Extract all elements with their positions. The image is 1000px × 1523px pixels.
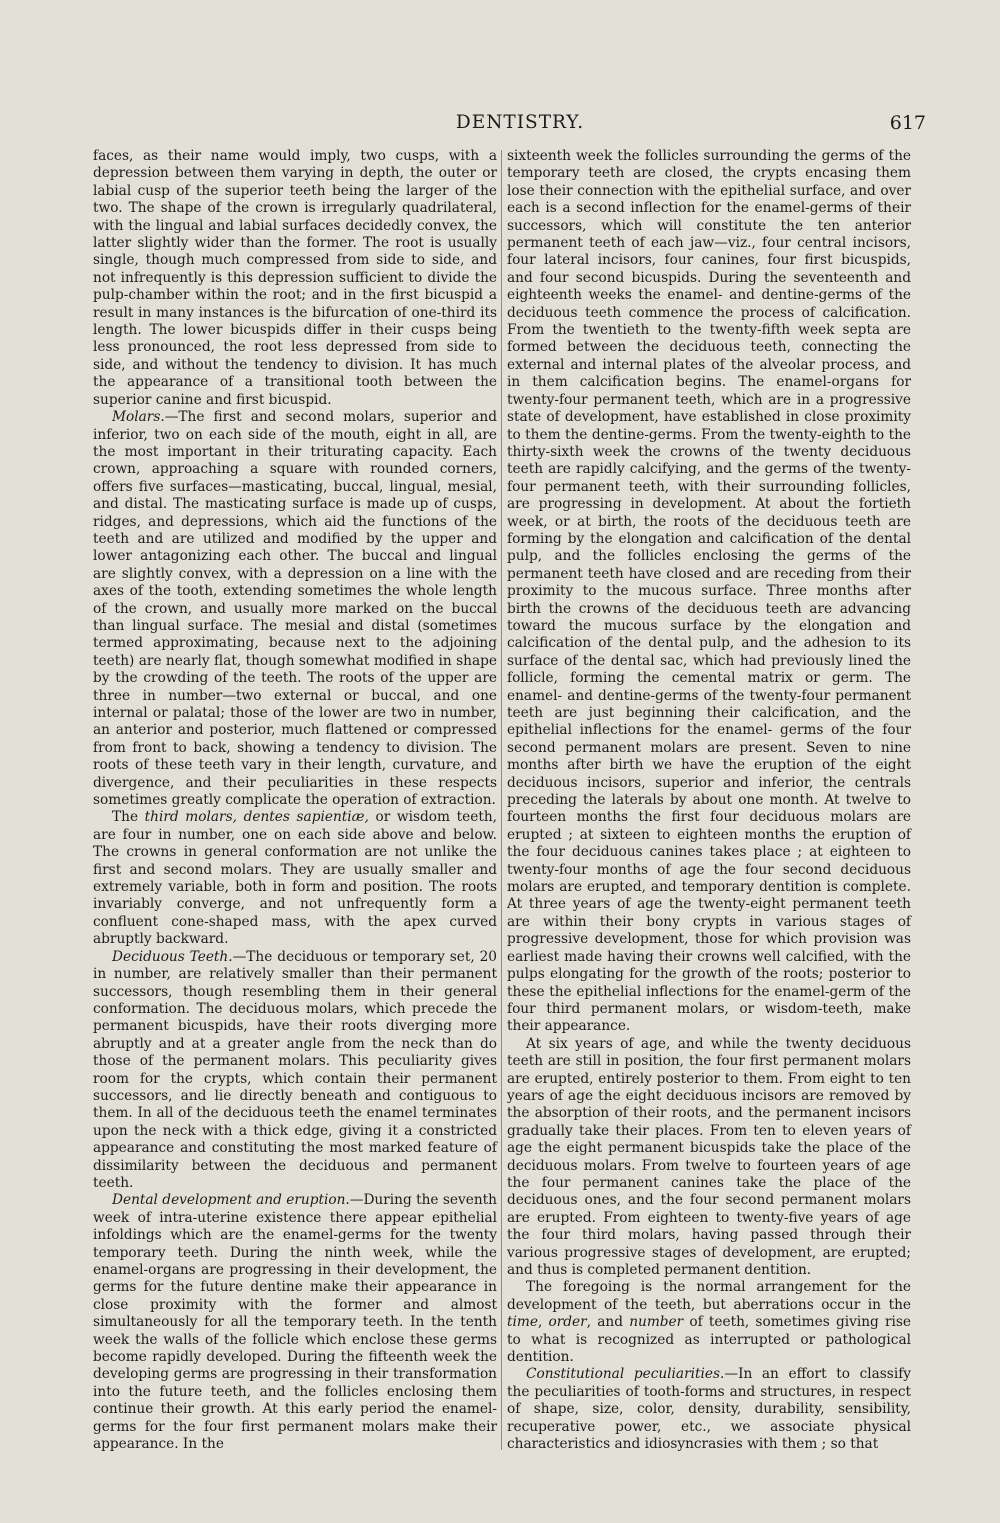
paragraph-bicuspids-continued xyxy=(93,148,497,409)
section-heading-molars: Molars. xyxy=(112,409,165,426)
italic-term-time: time xyxy=(507,1314,538,1331)
paragraph-aberrations xyxy=(507,1279,911,1366)
paragraph-text: —The deciduous or temporary set, 20 in number, are relatively smaller than their permanent successors, though resembling them in their general conformation. The deciduous molars, which precede the permanent bicuspids, have their roots diverging more abruptly and at a greater angle from the neck than do those of the permanent molars. This peculiarity gives room for the crypts, which contain their permanent successors, and lie directly beneath and contiguous to them. In all of the deciduous teeth the enamel terminates upon the neck with a thick edge, giving it a constricted appearance and constituting the most marked feature of dissimilarity between the deciduous and permanent teeth. xyxy=(93,948,497,1191)
paragraph-molars xyxy=(93,409,497,809)
italic-term-order: order xyxy=(548,1314,587,1331)
page-number: 617 xyxy=(889,112,926,134)
right-column xyxy=(507,148,911,1453)
paragraph-text: The foregoing is the normal arrangement for the development of the teeth, but aberrations occur in the xyxy=(507,1279,911,1313)
section-heading-constitutional-peculiarities: Constitutional peculiarities. xyxy=(526,1366,725,1383)
paragraph-text: —In an effort to classify the peculiarities of tooth-forms and structures, in respect of shape, size, color, density, durability, sensibility, recuperative power, etc., we associate physical characteristics and idiosyncrasies with them ; so that xyxy=(507,1366,911,1453)
italic-term-number: number xyxy=(629,1314,684,1331)
section-heading-dental-development: Dental development and eruption. xyxy=(112,1192,350,1209)
paragraph-permanent-eruption xyxy=(507,1036,911,1280)
paragraph-text: of teeth, sometimes giving rise to what is recognized as interrupted or pathological dentition. xyxy=(507,1314,911,1366)
paragraph-development-continued xyxy=(507,148,911,1036)
paragraph-text: —During the seventh week of intra-uterine existence there appear epithelial infoldings which are the enamel-germs for the twenty temporary teeth. During the ninth week, while the enamel-organs are progressing in their development, the germs for the future dentine make their appearance in close proximity with the former and almost simultaneously for all the temporary teeth. In the tenth week the walls of the follicle which enclose these germs become rapidly developed. During the fifteenth week the developing germs are progressing in their transformation into the future teeth, and the follicles enclosing them continue their growth. At this early period the enamel-germs for the four first permanent molars make their appearance. In the xyxy=(93,1192,497,1453)
paragraph-third-molars xyxy=(93,809,497,948)
paragraph-text: , and xyxy=(586,1314,630,1331)
paragraph-text: , xyxy=(537,1314,549,1331)
paragraph-text: At six years of age, and while the twenty deciduous teeth are still in position, the four first permanent molars are erupted, entirely posterior to them. From eight to ten years of age the eight deciduous incisors are removed by the absorption of their roots, and the permanent incisors gradually take their places. From ten to eleven years of age the eight permanent bicuspids take the place of the deciduous molars. From twelve to fourteen years of age the four permanent canines take the place of the deciduous ones, and the four second permanent molars are erupted. From eighteen to twenty-five years of age the four third molars, having passed through their various progressive stages of development, are erupted; and thus is completed permanent dentition. xyxy=(507,1035,911,1278)
paragraph-text: faces, as their name would imply, two cusps, with a depression between them varying in depth, the outer or labial cusp of the superior teeth being the larger of the two. The shape of the crown is irregularly quadrilateral, with the lingual and labial surfaces decidedly convex, the latter slightly wider than the former. The root is usually single, though much compressed from side to side, and not infrequently is this depression sufficient to divide the pulp-chamber within the root; and in the first bicuspid a result in many instances is the bifurcation of one-third its length. The lower bicuspids differ in their cusps being less pronounced, the root less depressed from side to side, and without the tendency to division. It has much the appearance of a transitional tooth between the superior canine and first bicuspid. xyxy=(93,148,497,408)
paragraph-deciduous-teeth xyxy=(93,949,497,1193)
paragraph-text: —The first and second molars, superior and inferior, two on each side of the mouth, eight in all, are the most important in their triturating capacity. Each crown, approaching a square with rounded corners, offers five surfaces—masticating, buccal, lingual, mesial, and distal. The masticating surface is made up of cusps, ridges, and depressions, which aid the functions of the teeth and are utilized and modified by the upper and lower antagonizing each other. The buccal and lingual are slightly convex, with a depression on a line with the axes of the tooth, extending sometimes the whole length of the crown, and usually more marked on the buccal than lingual surface. The mesial and distal (sometimes termed approximating, because next to the adjoining teeth) are nearly flat, though somewhat modified in shape by the crowding of the teeth. The roots of the upper are three in number—two external or buccal, and one internal or palatal; those of the lower are two in number, an anterior and posterior, much flattened or compressed from front to back, showing a tendency to division. The roots of these teeth vary in their length, curvature, and divergence, and their peculiarities in these respects sometimes greatly complicate the operation of extraction. xyxy=(93,409,497,809)
paragraph-constitutional-peculiarities xyxy=(507,1366,911,1453)
column-divider xyxy=(501,150,502,1450)
left-column xyxy=(93,148,497,1453)
paragraph-text: or wisdom teeth, are four in number, one on each side above and below. The crowns in general conformation are not unlike the first and second molars. They are usually smaller and extremely variable, both in form and position. The roots invariably converge, and not unfrequently form a confluent cone-shaped mass, with the apex curved abruptly backward. xyxy=(93,809,497,948)
section-heading-deciduous-teeth: Deciduous Teeth. xyxy=(112,948,233,965)
italic-term-third-molars: third molars, dentes sapientiæ, xyxy=(144,809,369,826)
paragraph-text: The xyxy=(112,809,145,826)
running-title: DENTISTRY. xyxy=(455,112,585,133)
paragraph-dental-development xyxy=(93,1192,497,1453)
paragraph-text: sixteenth week the follicles surrounding the germs of the temporary teeth are closed, the crypts encasing them lose their connection with the epithelial surface, and over each is a second inflection for the enamel-germs of their successors, which will constitute the ten anterior permanent teeth of each jaw—viz., four central incisors, four lateral incisors, four canines, four first bicuspids, and four second bicuspids. During the seventeenth and eighteenth weeks the enamel- and dentine-germs of the deciduous teeth commence the process of calcification. From the twentieth to the twenty-fifth week septa are formed between the deciduous teeth, connecting the external and internal plates of the alveolar process, and in them calcification begins. The enamel-organs for twenty-four permanent teeth, which are in a progressive state of development, have established in close proximity to them the dentine-germs. From the twenty-eighth to the thirty-sixth week the crowns of the twenty deciduous teeth are rapidly calcifying, and the germs of the twenty-four permanent teeth, with their surrounding follicles, are progressing in development. At about the fortieth week, or at birth, the roots of the deciduous teeth are forming by the elongation and calcification of the dental pulp, and the follicles enclosing the germs of the permanent teeth have closed and are receding from their proximity to the mucous surface. Three months after birth the crowns of the deciduous teeth are advancing toward the mucous surface by the elongation and calcification of the dental pulp, and the adhesion to its surface of the dental sac, which had previously lined the follicle, forming the cemental matrix or germ. The enamel- and dentine-germs of the twenty-four permanent teeth are just beginning their calcification, and the epithelial inflections for the enamel- germs of the four second permanent molars are present. Seven to nine months after birth we have the eruption of the eight deciduous incisors, superior and inferior, the centrals preceding the laterals by about one month. At twelve to fourteen months the first four deciduous molars are erupted ; at sixteen to eighteen months the eruption of the four deciduous canines takes place ; at eighteen to twenty-four months of age the four second deciduous molars are erupted, and temporary dentition is complete. At three years of age the twenty-eight permanent teeth are within their bony crypts in various stages of progressive development, those for which provision was earliest made having their crowns well calcified, with the pulps elongating for the growth of the roots; posterior to these the epithelial inflections for the enamel-germ of the four third permanent molars, or wisdom-teeth, make their appearance. xyxy=(507,148,911,1035)
